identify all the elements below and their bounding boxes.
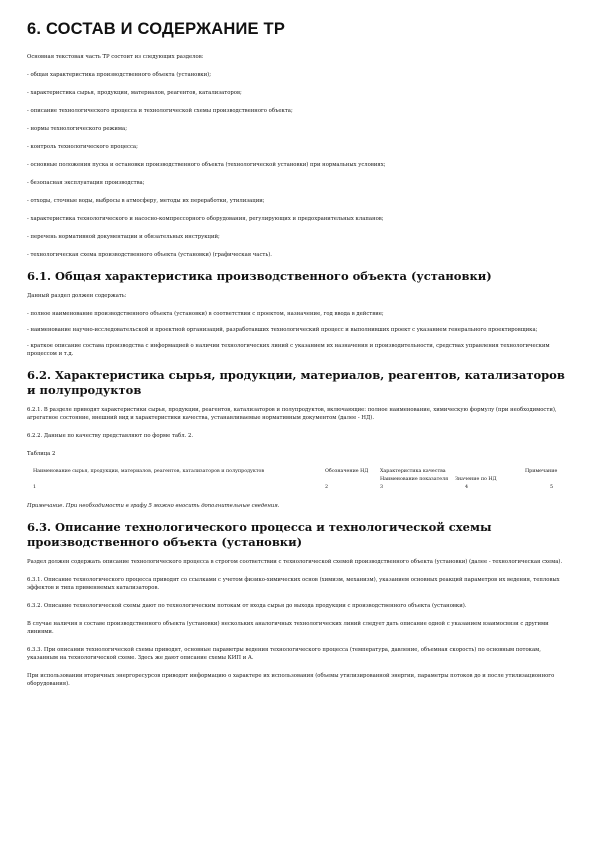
s63-paragraph: 6.3.2. Описание технологической схемы дают по технологическим потокам от входа сырья до выхода продукции с производственного объекта (установки). <box>27 603 467 609</box>
s61-item: - краткое описание состава производства с информацией о наличии технологических линий с указанием их назначения и производительности, средствах управления технологическим процессом и т.д. <box>27 343 550 357</box>
s63-paragraph: 6.3.3. При описании технологической схемы приводят, основные параметры ведения технологического процесса (температура, давление, объемная скорость) по основным потокам, указанным на технологической схеме. Здесь же дают описание схемы КИП и А. <box>27 647 541 661</box>
list-item: - контроль технологического процесса; <box>27 144 138 150</box>
col-header-indicator: Наименование показателя <box>380 477 449 482</box>
list-item: - нормы технологического режима; <box>27 126 127 132</box>
col-header-name: Наименование сырья, продукции, материалов, реагентов, катализаторов и полупродуктов <box>33 469 265 474</box>
list-item: - основные положения пуска и остановки производственного объекта (технологической установки) при нормальных условиях; <box>27 162 386 168</box>
list-item: - технологическая схема производственного объекта (установки) (графическая часть). <box>27 252 272 258</box>
list-item: - характеристика технологического и насосно-компрессорного оборудования, регулирующих и предохранительных клапанов; <box>27 216 384 222</box>
s63-paragraph: В случае наличия в составе производственного объекта (установки) нескольких аналогичных технологических линий следует дать описание одной с указанием взаимосвязи с другими линиями. <box>27 621 549 635</box>
s61-item: - полное наименование производственного объекта (установки) в соответствии с проектом, назначение, год ввода в действие; <box>27 311 384 317</box>
col-number: 3 <box>380 485 384 490</box>
list-item: - безопасная эксплуатация производства; <box>27 180 145 186</box>
s61-item: - наименование научно-исследовательской и проектной организаций, разработавших технологический процесс и выполнивших проект с указанием генерального проектировщика; <box>27 327 538 333</box>
section-6-2-title: 6.2. Характеристика сырья, продукции, материалов, реагентов, катализаторов и полупродуктов <box>27 368 565 397</box>
s62-paragraph-1: 6.2.1. В разделе приводят характеристики сырья, продукции, реагентов, катализаторов и полупродуктов, включающие: полное наименование, химическую формулу (при необходимости), агрегатное состояние, внешний вид и характеристики качества, устанавливаемые нормативным документом (далее - НД). <box>27 407 557 421</box>
col-number: 5 <box>550 485 554 490</box>
intro-paragraph: Основная текстовая часть ТР состоит из следующих разделов: <box>27 54 204 60</box>
s63-paragraph: При использовании вторичных энергоресурсов приводят информацию о характере их использования (объемы утилизированной энергии, параметры потоков до и после утилизационного оборудования). <box>27 673 555 687</box>
col-number: 1 <box>33 485 37 490</box>
table-note: Примечание. При необходимости в графу 5 можно вносить дополнительные сведения. <box>27 503 280 509</box>
col-header-value: Значение по НД <box>455 477 497 482</box>
table-2-title: Таблица 2 <box>27 451 56 457</box>
list-item: - отходы, сточные воды, выбросы в атмосферу, методы их переработки, утилизации; <box>27 198 265 204</box>
s63-paragraph: 6.3.1. Описание технологического процесса приводят со ссылками с учетом физико-химических основ (химизм, механизм), указанием основных реакций параметров их ведения, тепловых эффектов и типа применяемых катализаторов. <box>27 577 560 591</box>
section-6-1-title: 6.1. Общая характеристика производственного объекта (установки) <box>27 269 492 283</box>
table-number-row <box>27 484 567 494</box>
list-item: - характеристика сырья, продукции, материалов, реагентов, катализаторов; <box>27 90 242 96</box>
table-header-row <box>27 468 567 484</box>
col-header-quality: Характеристика качества <box>380 469 446 474</box>
document-page <box>27 20 567 698</box>
col-header-note: Примечание <box>525 469 558 474</box>
col-number: 4 <box>465 485 469 490</box>
s61-lead: Данный раздел должен содержать: <box>27 293 127 299</box>
section-6-3-title: 6.3. Описание технологического процесса и технологической схемы производственного объекта (установки) <box>27 520 492 549</box>
s62-paragraph-2: 6.2.2. Данные по качеству представляют по форме табл. 2. <box>27 433 194 439</box>
quality-table <box>27 468 567 494</box>
list-item: - описание технологического процесса и технологической схемы производственного объекта; <box>27 108 293 114</box>
s63-paragraph: Раздел должен содержать описание технологического процесса в строгом соответствии с технологической схемой производственного объекта (установки) (далее - технологическая схема). <box>27 559 563 565</box>
section-6-title: 6. СОСТАВ И СОДЕРЖАНИЕ ТР <box>27 20 286 38</box>
list-item: - перечень нормативной документации и обязательных инструкций; <box>27 234 220 240</box>
list-item: - общая характеристика производственного объекта (установки); <box>27 72 211 78</box>
col-number: 2 <box>325 485 329 490</box>
col-header-nd: Обозначение НД <box>325 469 369 474</box>
